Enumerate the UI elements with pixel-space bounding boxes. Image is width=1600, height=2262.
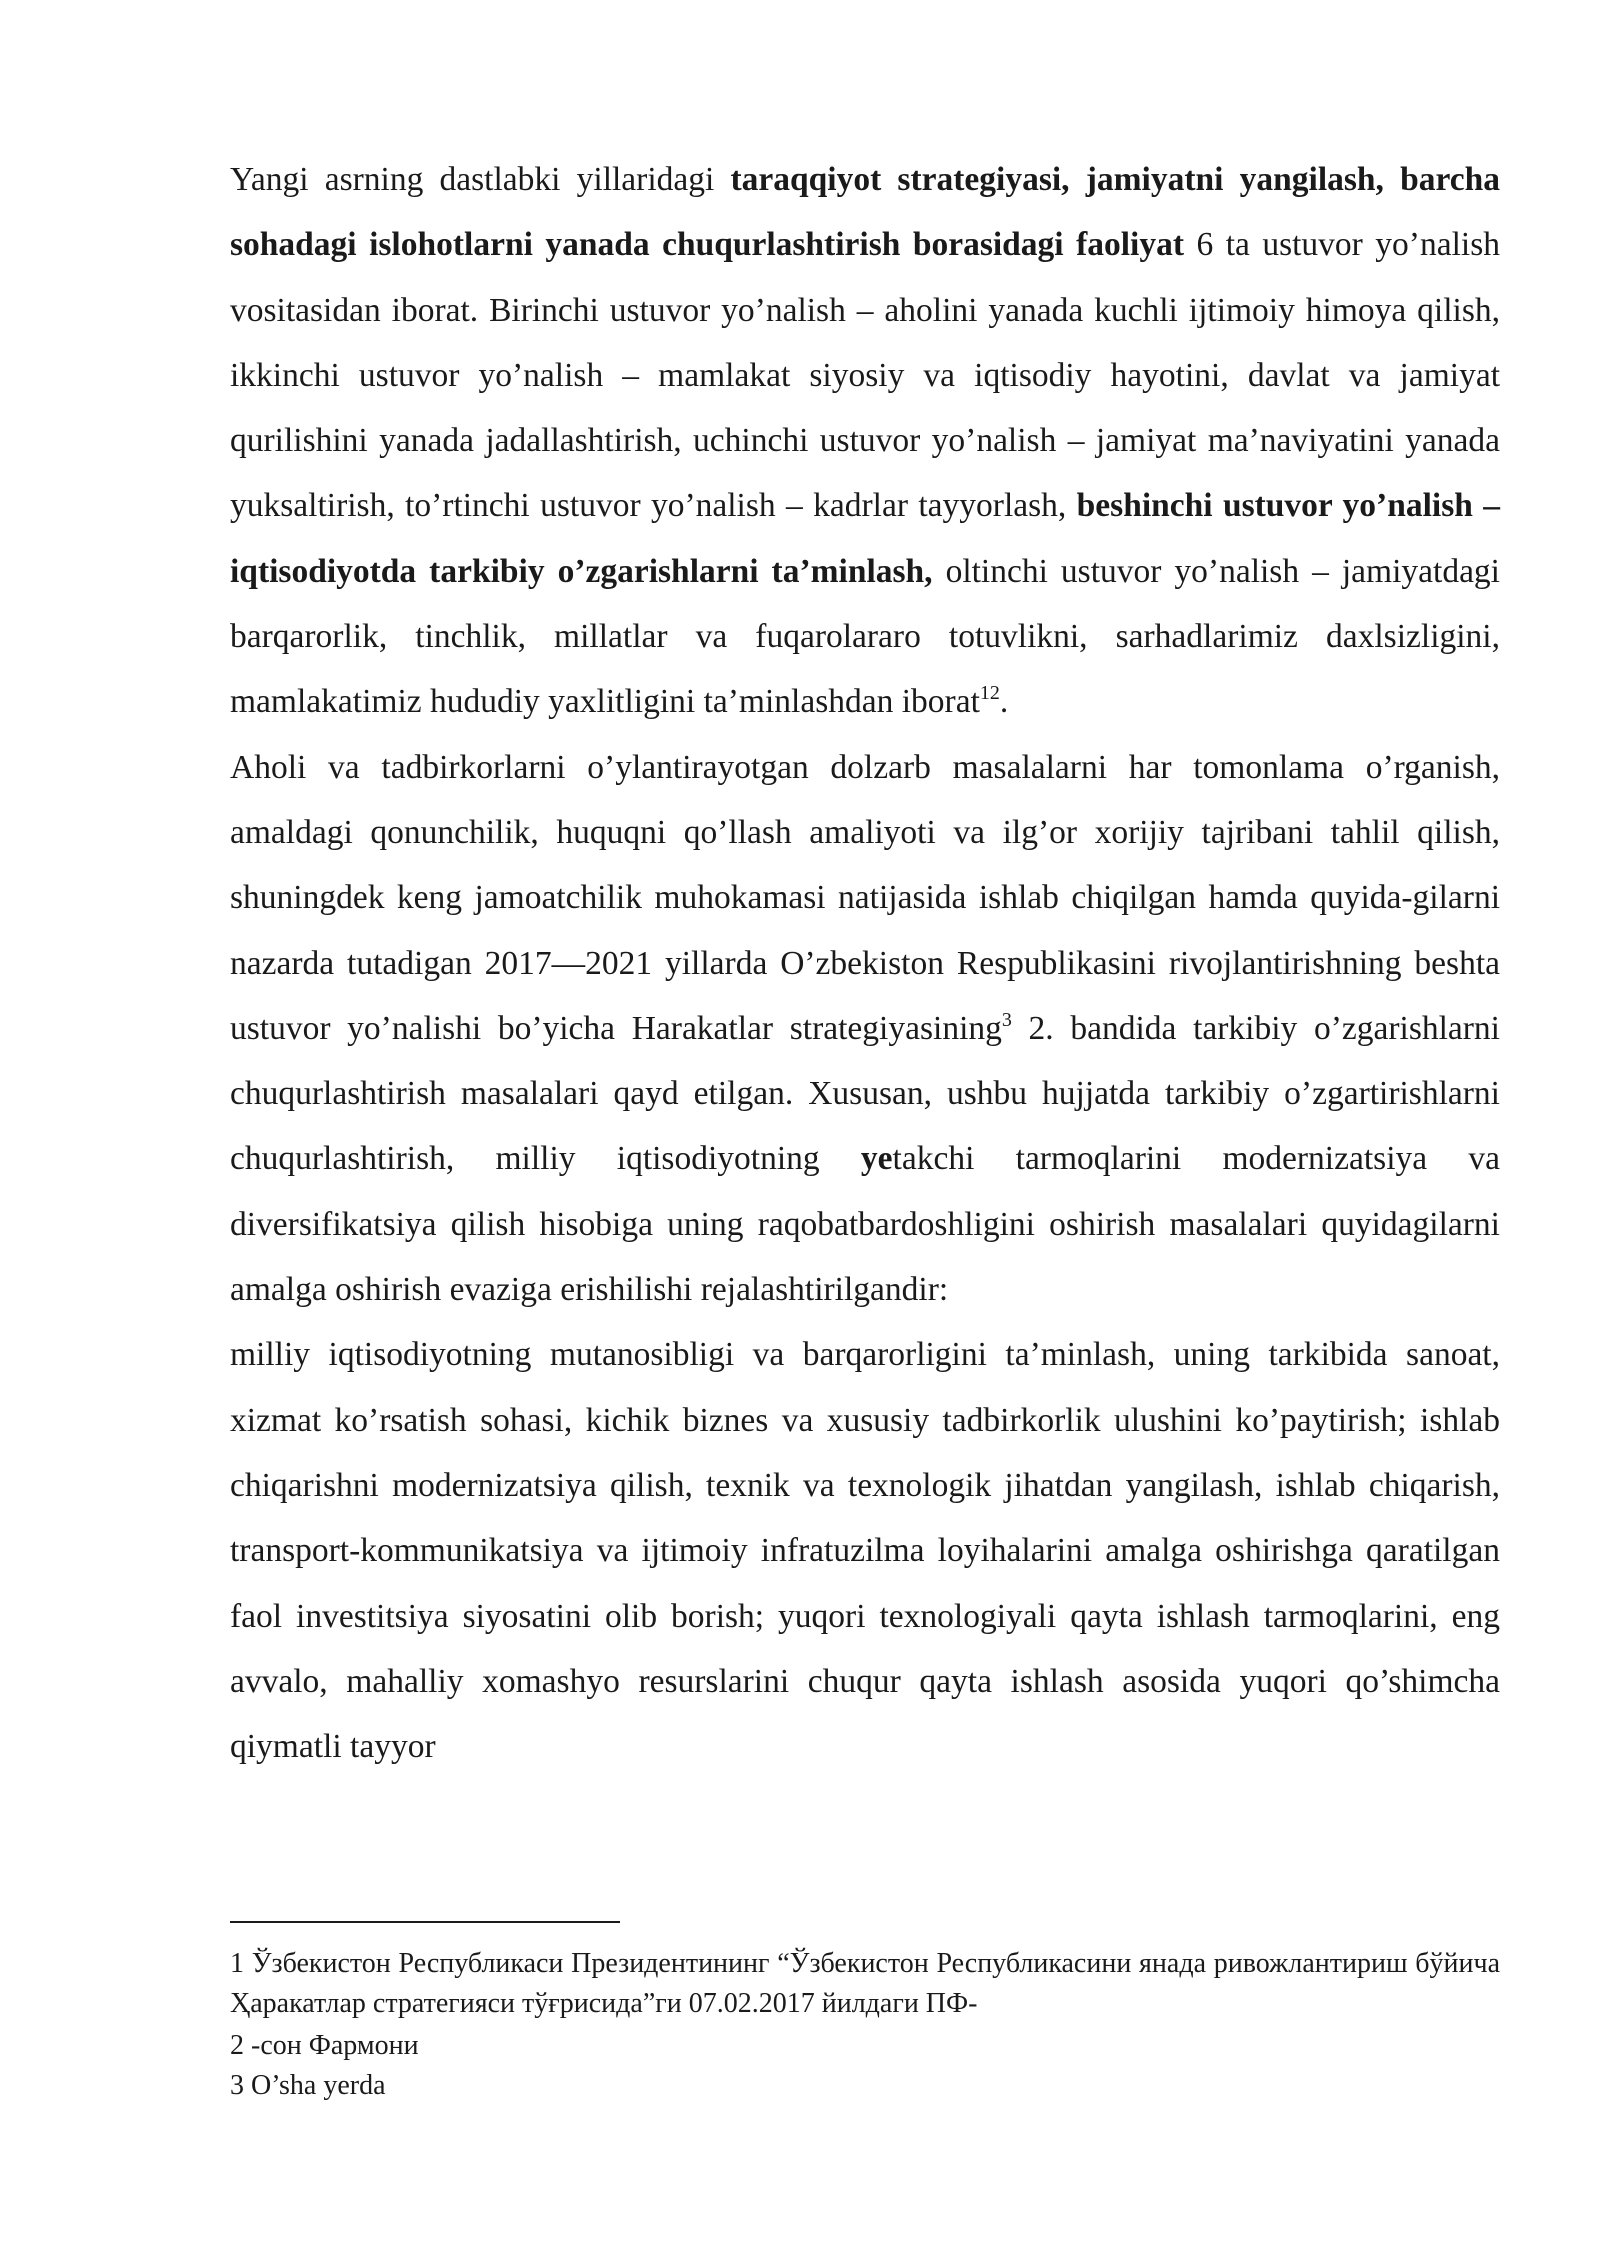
paragraph-1-text-1: Yangi asrning dastlabki yillaridagi bbox=[230, 161, 731, 198]
paragraph-1-bold-1: taraqqiyot strategiyasi, jamiyatni yangilash, barcha sohadagi islohotlarni yanada chuqurlashtirish borasidagi faoliyat bbox=[230, 161, 1500, 264]
footnotes bbox=[230, 1944, 1500, 2106]
footnote-2: 2 -сон Фармони bbox=[230, 2030, 419, 2061]
footnote-separator bbox=[230, 1921, 620, 1923]
paragraph-2-text-2: 2. bandida tarkibiy o’zgarishlarni chuqurlashtirish masalalari qayd etilgan. Xususan, ushbu hujjatda tarkibiy o’zgartirishlarni chuqurlashtirish, milliy iqtisodiyotning bbox=[230, 1009, 1500, 1178]
footnote-1: 1 Ўзбекистон Республикаси Президентининг “Ўзбекистон Республикасини янада ривожлантириш бўйича Ҳаракатлар стратегияси тўғрисида”ги 07.02.2017 йилдаги ПФ- bbox=[230, 1948, 1500, 2019]
footnote-reference[interactable]: 3 bbox=[1001, 1008, 1012, 1031]
paragraph-1-bold-2: beshinchi ustuvor yo’nalish – iqtisodiyotda tarkibiy o’zgarishlarni ta’minlash, bbox=[230, 487, 1500, 590]
paragraph-3: milliy iqtisodiyotning mutanosibligi va barqarorligini ta’minlash, uning tarkibida sanoat, xizmat ko’rsatish sohasi, kichik biznes va xususiy tadbirkorlik ulushini ko’paytirish; ishlab chiqarishni modernizatsiya qilish, texnik va texnologik jihatdan yangilash, ishlab chiqarish, transport-kommunikatsiya va ijtimoiy infratuzilma loyihalarini amalga oshirishga qaratilgan faol investitsiya siyosatini olib borish; yuqori texnologiyali qayta ishlash tarmoqlarini, eng avvalo, mahalliy xomashyo resurslarini chuqur qayta ishlash asosida yuqori qo’shimcha qiymatli tayyor bbox=[230, 1336, 1500, 1766]
paragraph-1-text-3: oltinchi ustuvor yo’nalish – jamiyatdagi barqarorlik, tinchlik, millatlar va fuqarolararo totuvlikni, sarhadlarimiz daxlsizligini, mamlakatimiz hududiy yaxlitligini ta’minlashdan iborat bbox=[230, 552, 1500, 721]
footnote-reference[interactable]: 12 bbox=[979, 682, 1000, 705]
footnote-3: 3 O’sha yerda bbox=[230, 2070, 386, 2101]
paragraph-1 bbox=[230, 147, 1500, 735]
paragraph-2-bold-1: ye bbox=[860, 1140, 893, 1178]
paragraph-2-text-1: Aholi va tadbirkorlarni o’ylantirayotgan dolzarb masalalarni har tomonlama o’rganish, amaldagi qonunchilik, huquqni qo’llash amaliyoti va ilg’or xorijiy tajribani tahlil qilish, shuningdek keng jamoatchilik muhokamasi natijasida ishlab chiqilgan hamda quyida-gilarni nazarda tutadigan 2017—2021 yillarda O’zbekiston Respublikasini rivojlantirishning beshta ustuvor yo’nalishi bo’yicha Harakatlar strategiyasining bbox=[230, 748, 1500, 1047]
paragraph-1-text-2: 6 ta ustuvor yo’nalish vositasidan iborat. Birinchi ustuvor yo’nalish – aholini yanada kuchli ijtimoiy himoya qilish, ikkinchi ustuvor yo’nalish – mamlakat siyosiy va iqtisodiy hayotini, davlat va jamiyat qurilishini yanada jadallashtirish, uchinchi ustuvor yo’nalish – jamiyat ma’naviyatini yanada yuksaltirish, to’rtinchi ustuvor yo’nalish – kadrlar tayyorlash, bbox=[230, 226, 1500, 525]
paragraph-2-text-3: takchi tarmoqlarini modernizatsiya va diversifikatsiya qilish hisobiga uning raqobatbardoshligini oshirish masalalari quyidagilarni amalga oshirish evaziga erishilishi rejalashtirilgandir: bbox=[230, 1140, 1500, 1309]
paragraph-2 bbox=[230, 735, 1500, 1323]
paragraph-1-end: . bbox=[999, 683, 1009, 721]
main-body bbox=[230, 147, 1500, 1779]
